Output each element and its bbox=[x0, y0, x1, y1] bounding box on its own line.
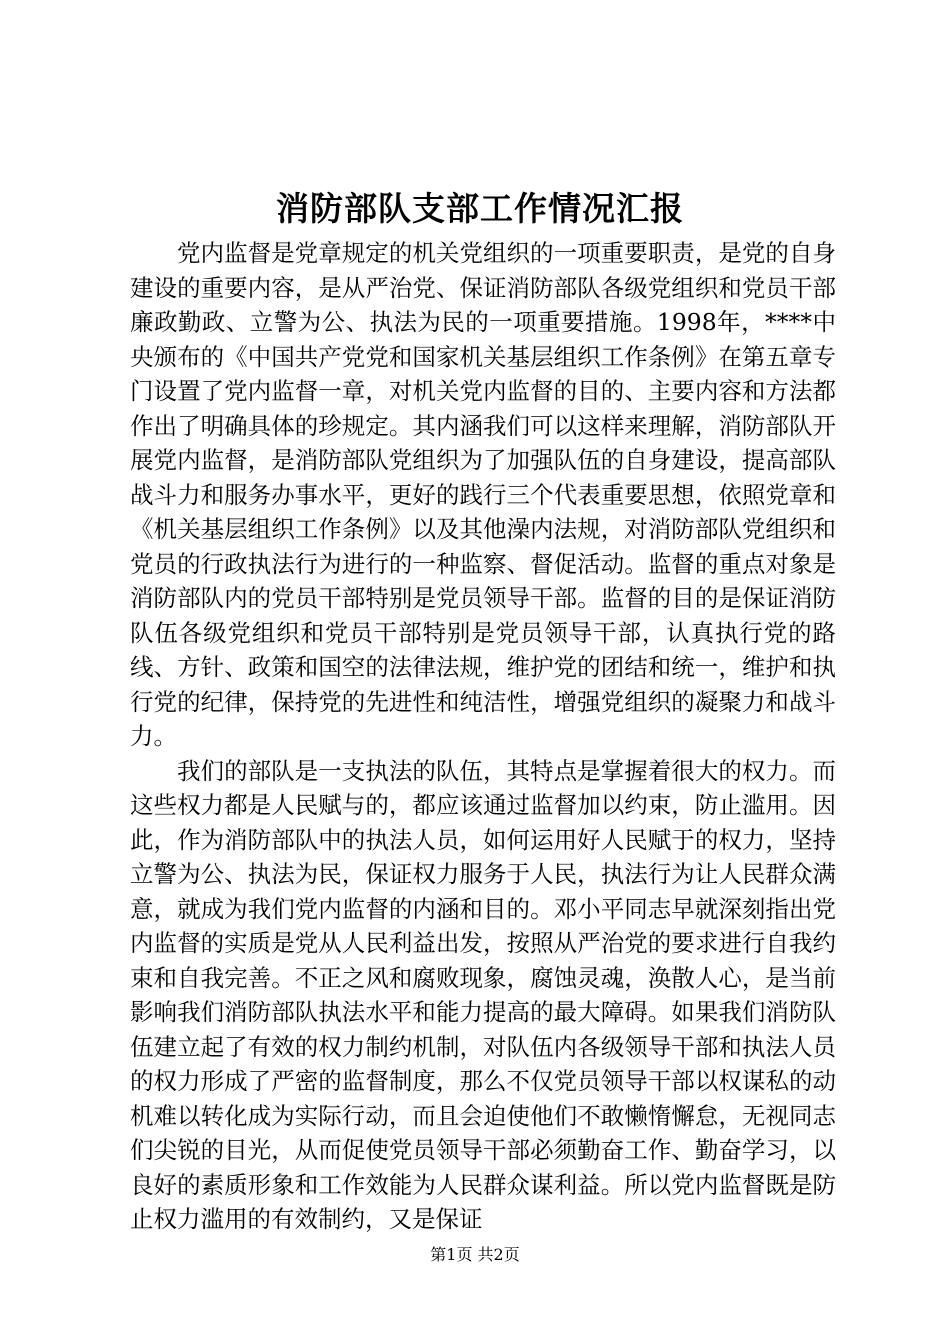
paragraph-1: 党内监督是党章规定的机关党组织的一项重要职责，是党的自身建设的重要内容，是从严治党、保证消防部队各级党组织和党员干部廉政勤政、立警为公、执法为民的一项重要措施。1998年，****中央颁布的《中国共产党党和国家机关基层组织工作条例》在第五章专门设置了党内监督一章，对机关党内监督的目的、主要内容和方法都作出了明确具体的珍规定。其内涵我们可以这样来理解，消防部队开展党内监督，是消防部队党组织为了加强队伍的自身建设，提高部队战斗力和服务办事水平，更好的践行三个代表重要思想，依照党章和《机关基层组织工作条例》以及其他澡内法规，对消防部队党组织和党员的行政执法行为进行的一种监察、督促活动。监督的重点对象是消防部队内的党员干部特别是党员领导干部。监督的目的是保证消防队伍各级党组织和党员干部特别是党员领导干部，认真执行党的路线、方针、政策和国空的法律法规，维护党的团结和统一，维护和执行党的纪律，保持党的先进性和纯洁性，增强党组织的凝聚力和战斗力。 bbox=[130, 239, 836, 750]
document-title: 消防部队支部工作情况汇报 bbox=[276, 189, 684, 228]
page-number-footer: 第1页 共2页 bbox=[430, 1245, 520, 1264]
paragraph-2: 我们的部队是一支执法的队伍，其特点是掌握着很大的权力。而这些权力都是人民赋与的，都应该通过监督加以约束，防止滥用。因此，作为消防部队中的执法人员，如何运用好人民赋于的权力，坚持立警为公、执法为民，保证权力服务于人民，执法行为让人民群众满意，就成为我们党内监督的内涵和目的。邓小平同志早就深刻指出党内监督的实质是党从人民利益出发，按照从严治党的要求进行自我约束和自我完善。不正之风和腐败现象，腐蚀灵魂，涣散人心，是当前影响我们消防部队执法水平和能力提高的最大障碍。如果我们消防队伍建立起了有效的权力制约机制，对队伍内各级领导干部和执法人员的权力形成了严密的监督制度，那么不仅党员领导干部以权谋私的动机难以转化成为实际行动，而且会迫使他们不敢懒惰懈怠，无视同志们尖锐的目光，从而促使党员领导干部必须勤奋工作、勤奋学习，以良好的素质形象和工作效能为人民群众谋利益。所以党内监督既是防止权力滥用的有效制约，又是保证 bbox=[130, 756, 836, 1233]
document-body bbox=[130, 236, 836, 1237]
